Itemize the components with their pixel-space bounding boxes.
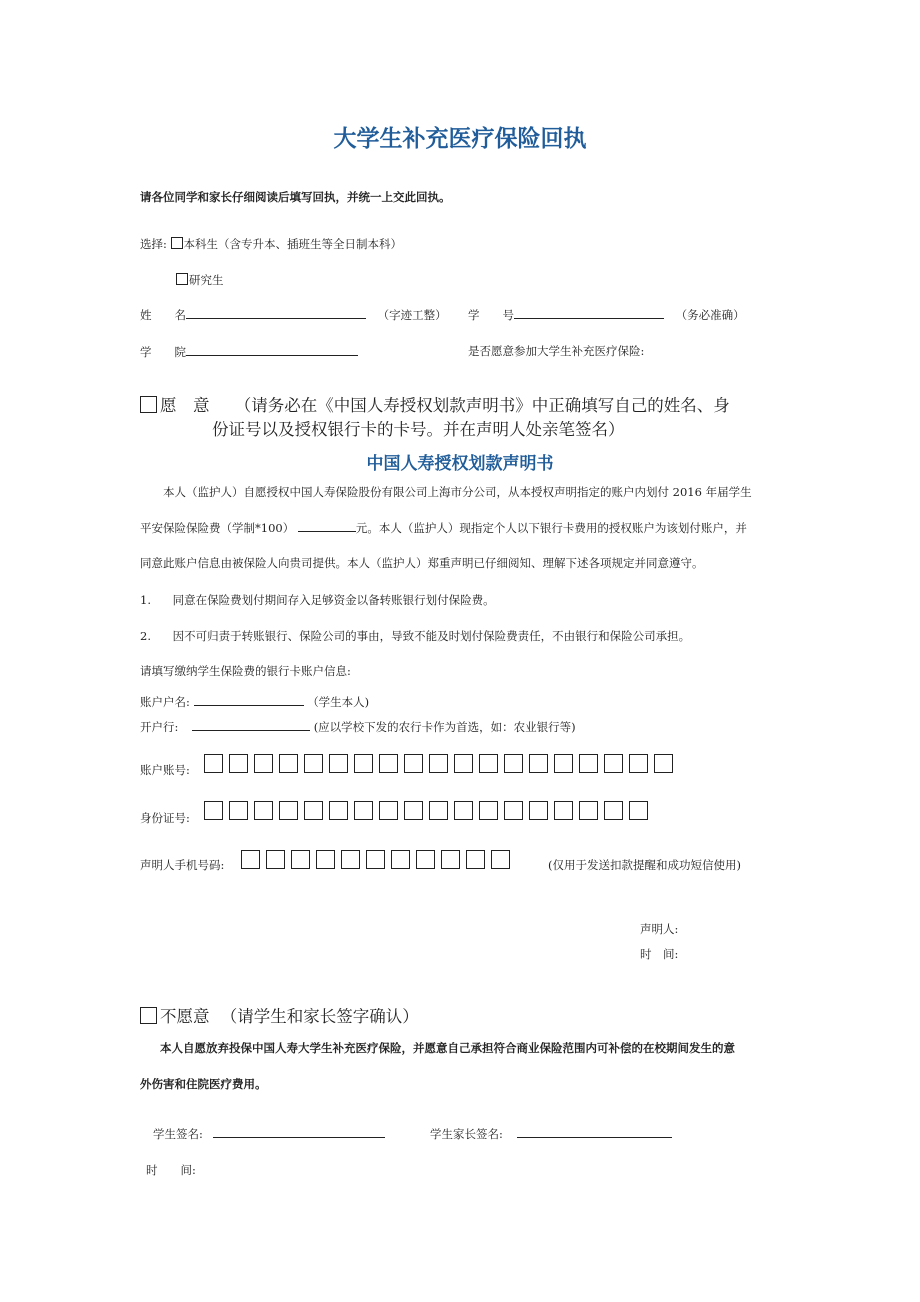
account-digit-cell[interactable] xyxy=(279,754,298,773)
account-digit-cell[interactable] xyxy=(529,754,548,773)
name-field[interactable] xyxy=(186,306,366,319)
statement-para2-b: 元。本人（监护人）现指定个人以下银行卡费用的授权账户为该划付账户，并 xyxy=(355,521,747,535)
student-sign-row xyxy=(153,1125,385,1142)
account-name-hint: （学生本人) xyxy=(307,695,370,709)
undergrad-checkbox[interactable] xyxy=(171,237,183,249)
select-row-graduate xyxy=(176,272,224,288)
statement-para3: 同意此账户信息由被保险人向贵司提供。本人（监护人）郑重声明已仔细阅知、理解下述各项规定并同意遵守。 xyxy=(140,556,704,570)
phone-hint: (仅用于发送扣款提醒和成功短信使用) xyxy=(548,858,741,872)
parent-sign-label: 学生家长签名: xyxy=(430,1127,503,1141)
phone-digit-cell[interactable] xyxy=(441,850,460,869)
account-number-label: 账户账号: xyxy=(140,763,190,777)
account-digit-cell[interactable] xyxy=(479,754,498,773)
idcard-digit-cell[interactable] xyxy=(404,801,423,820)
account-number-cells xyxy=(204,753,673,773)
idcard-digit-cell[interactable] xyxy=(604,801,623,820)
item2-number: 2. xyxy=(140,629,151,643)
phone-digit-cell[interactable] xyxy=(416,850,435,869)
idcard-digit-cell[interactable] xyxy=(504,801,523,820)
idcard-digit-cell[interactable] xyxy=(454,801,473,820)
idcard-label: 身份证号: xyxy=(140,811,190,825)
idcard-digit-cell[interactable] xyxy=(329,801,348,820)
statement-para2-a: 平安保险保险费（学制*100） xyxy=(140,521,295,535)
account-name-label: 账户户名: xyxy=(140,695,190,709)
college-label: 学 院 xyxy=(140,345,186,359)
idcard-digit-cell[interactable] xyxy=(579,801,598,820)
phone-cells xyxy=(241,849,510,869)
idcard-digit-cell[interactable] xyxy=(254,801,273,820)
disagree-label: 不愿意 xyxy=(160,1007,210,1026)
phone-digit-cell[interactable] xyxy=(466,850,485,869)
statement-para1: 本人（监护人）自愿授权中国人寿保险股份有限公司上海市分公司，从本授权声明指定的账户内划付 2016 年届学生 xyxy=(163,485,752,499)
account-digit-cell[interactable] xyxy=(354,754,373,773)
disagree-checkbox[interactable] xyxy=(140,1007,157,1024)
idcard-cells xyxy=(204,800,648,820)
student-id-field[interactable] xyxy=(514,306,664,319)
bank-field[interactable] xyxy=(192,718,310,731)
account-digit-cell[interactable] xyxy=(604,754,623,773)
student-id-label: 学 号 xyxy=(468,308,514,322)
idcard-digit-cell[interactable] xyxy=(354,801,373,820)
account-digit-cell[interactable] xyxy=(429,754,448,773)
account-digit-cell[interactable] xyxy=(504,754,523,773)
disagree-time-label: 时 间: xyxy=(146,1163,196,1177)
parent-sign-field[interactable] xyxy=(517,1125,672,1138)
disagree-note: （请学生和家长签字确认） xyxy=(220,1007,419,1026)
account-name-field[interactable] xyxy=(194,693,304,706)
account-digit-cell[interactable] xyxy=(654,754,673,773)
phone-digit-cell[interactable] xyxy=(366,850,385,869)
account-digit-cell[interactable] xyxy=(204,754,223,773)
phone-digit-cell[interactable] xyxy=(391,850,410,869)
account-digit-cell[interactable] xyxy=(579,754,598,773)
page-title: 大学生补充医疗保险回执 xyxy=(333,126,587,152)
college-field[interactable] xyxy=(186,343,358,356)
student-id-row xyxy=(468,306,745,323)
select-label: 选择: xyxy=(140,237,167,251)
idcard-digit-cell[interactable] xyxy=(229,801,248,820)
intro-text: 请各位同学和家长仔细阅读后填写回执，并统一上交此回执。 xyxy=(140,190,451,204)
bank-hint: (应以学校下发的农行卡作为首选，如：农业银行等) xyxy=(313,720,576,734)
disagree-row xyxy=(140,1003,419,1027)
name-label: 姓 名 xyxy=(140,308,186,322)
agree-note-line2: 份证号以及授权银行卡的卡号。并在声明人处亲笔签名） xyxy=(212,420,625,439)
college-row xyxy=(140,343,358,360)
idcard-digit-cell[interactable] xyxy=(529,801,548,820)
item1-text: 同意在保险费划付期间存入足够资金以备转账银行划付保险费。 xyxy=(172,593,495,607)
statement-title: 中国人寿授权划款声明书 xyxy=(366,454,554,474)
account-name-row xyxy=(140,693,369,710)
student-sign-label: 学生签名: xyxy=(153,1127,203,1141)
phone-digit-cell[interactable] xyxy=(266,850,285,869)
account-digit-cell[interactable] xyxy=(229,754,248,773)
phone-digit-cell[interactable] xyxy=(241,850,260,869)
idcard-digit-cell[interactable] xyxy=(204,801,223,820)
undergrad-option-label: 本科生（含专升本、插班生等全日制本科） xyxy=(183,237,403,251)
name-hint: （字迹工整） xyxy=(377,308,447,322)
agree-note-line1: （请务必在《中国人寿授权划款声明书》中正确填写自己的姓名、身 xyxy=(234,396,730,415)
graduate-checkbox[interactable] xyxy=(176,273,188,285)
student-id-hint: （务必准确） xyxy=(675,308,745,322)
phone-digit-cell[interactable] xyxy=(316,850,335,869)
phone-label: 声明人手机号码: xyxy=(140,858,225,872)
bank-row xyxy=(140,718,576,735)
phone-digit-cell[interactable] xyxy=(291,850,310,869)
agree-label: 愿 意 xyxy=(160,396,210,415)
statement-time-label: 时 间: xyxy=(640,947,679,961)
willing-question: 是否愿意参加大学生补充医疗保险: xyxy=(468,344,645,358)
idcard-digit-cell[interactable] xyxy=(554,801,573,820)
idcard-digit-cell[interactable] xyxy=(304,801,323,820)
account-digit-cell[interactable] xyxy=(629,754,648,773)
graduate-option-label: 研究生 xyxy=(189,273,224,287)
account-digit-cell[interactable] xyxy=(254,754,273,773)
idcard-digit-cell[interactable] xyxy=(429,801,448,820)
parent-sign-row xyxy=(430,1125,672,1142)
agree-checkbox[interactable] xyxy=(140,396,157,413)
statement-item1 xyxy=(140,592,495,608)
idcard-digit-cell[interactable] xyxy=(479,801,498,820)
account-digit-cell[interactable] xyxy=(329,754,348,773)
account-digit-cell[interactable] xyxy=(404,754,423,773)
account-digit-cell[interactable] xyxy=(454,754,473,773)
disagree-text2: 外伤害和住院医疗费用。 xyxy=(140,1077,267,1091)
account-digit-cell[interactable] xyxy=(554,754,573,773)
agree-row xyxy=(140,392,730,416)
account-digit-cell[interactable] xyxy=(304,754,323,773)
student-sign-field[interactable] xyxy=(213,1125,385,1138)
idcard-digit-cell[interactable] xyxy=(629,801,648,820)
item1-number: 1. xyxy=(140,593,151,607)
signer-label: 声明人: xyxy=(640,922,679,936)
account-digit-cell[interactable] xyxy=(379,754,398,773)
idcard-digit-cell[interactable] xyxy=(379,801,398,820)
disagree-text1: 本人自愿放弃投保中国人寿大学生补充医疗保险，并愿意自己承担符合商业保险范围内可补偿的在校期间发生的意 xyxy=(160,1041,735,1055)
bank-label: 开户行: xyxy=(140,720,179,734)
item2-text: 因不可归责于转账银行、保险公司的事由，导致不能及时划付保险费责任，不由银行和保险公司承担。 xyxy=(172,629,691,643)
select-row-undergrad xyxy=(140,236,402,252)
idcard-digit-cell[interactable] xyxy=(279,801,298,820)
phone-digit-cell[interactable] xyxy=(491,850,510,869)
name-row xyxy=(140,306,447,323)
phone-digit-cell[interactable] xyxy=(341,850,360,869)
statement-item2 xyxy=(140,628,690,644)
statement-para2 xyxy=(140,519,747,536)
bank-intro: 请填写缴纳学生保险费的银行卡账户信息: xyxy=(140,664,351,678)
premium-amount-field[interactable] xyxy=(298,519,356,532)
